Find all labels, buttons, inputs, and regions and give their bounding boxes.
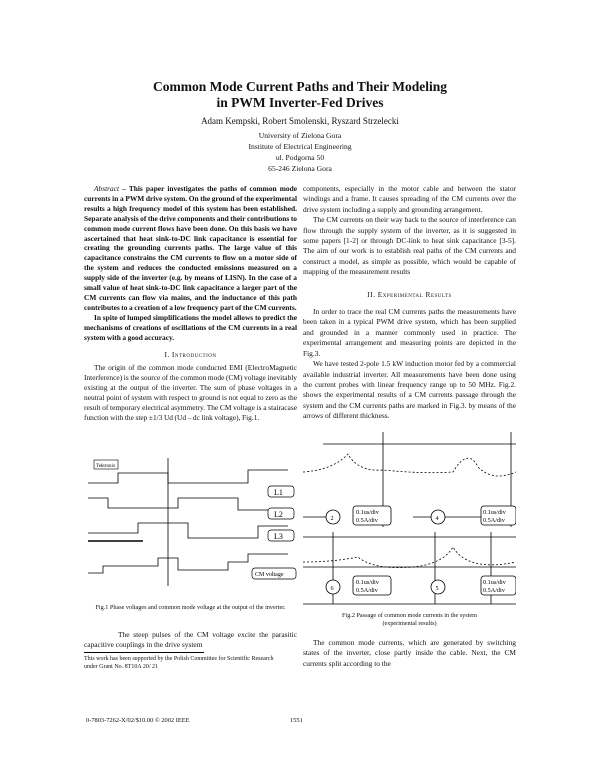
abstract-para-2: In spite of lumped simplifications the model allows to predict the mechanisms of creations of oscillations of the CM currents in a real system with a good accuracy. bbox=[84, 312, 297, 342]
label-l3: L3 bbox=[274, 532, 283, 541]
fig2-panel-labels bbox=[326, 506, 516, 595]
current-scale: 0.5A/div bbox=[483, 587, 505, 594]
right-tail bbox=[303, 638, 516, 669]
footnote-rule bbox=[84, 652, 204, 653]
panel-number: 2 bbox=[330, 515, 334, 522]
label-cm-voltage: CM voltage bbox=[255, 572, 284, 578]
title-line: Common Mode Current Paths and Their Modeling bbox=[152, 79, 447, 94]
paragraph: In order to trace the real CM currents paths the measurements have been taken in a typical PWM drive system, which has been supplied and grounded in a manner commonly used in practice. The experimental arrangement and measuring points are depicted in the Fig.3. bbox=[303, 307, 516, 358]
current-scale: 0.5A/div bbox=[356, 587, 378, 594]
left-tail bbox=[84, 630, 297, 651]
title-line: in PWM Inverter-Fed Drives bbox=[216, 95, 384, 110]
current-scale: 0.5A/div bbox=[483, 517, 505, 524]
isbn-footer: 0-7803-7262-X/02/$10.00 © 2002 IEEE bbox=[86, 717, 190, 724]
label-l2: L2 bbox=[274, 510, 283, 519]
caption-line: Fig.2 Passage of common mode currents in the system bbox=[342, 612, 477, 619]
current-scale: 0.5A/div bbox=[356, 517, 378, 524]
label-l1: L1 bbox=[274, 488, 283, 497]
abstract-text: – This paper investigates the paths of common mode currents in a PWM drive system. On the ground of the experimental results a high frequency model of this system has been established. Separate analysis of the drive components and their contributions to common mode current flows have been done. On this basis we have ascertained that heat sink-to-DC link capacitance is essential for creating the grounding currents paths. The large value of this capacitance constrains the CM currents to flow on a motor side of the system and reduces the conducted emissions measured on a supply side of the inverter (e.g. by means of LISN). In the case of a small value of heat sink-to-DC link capacitance a larger part of the CM currents can flow via mains, and the inductance of this path contributes to a creation of a low frequency part of the CM currents. bbox=[84, 184, 297, 312]
time-scale: 0.1us/div bbox=[356, 579, 379, 586]
left-tail-paragraph: The steep pulses of the CM voltage excite the parasitic capacitive couplings in the drive system bbox=[84, 630, 297, 650]
time-scale: 0.1us/div bbox=[483, 509, 506, 516]
paragraph: components, especially in the motor cable and between the stator windings and a frame. It causes spreading of the CM currents over the drive system including a supply and grounding arrangement. bbox=[303, 184, 516, 214]
affiliation-line: 65-246 Zielona Gora bbox=[268, 164, 332, 173]
abstract-label: Abstract bbox=[94, 184, 120, 193]
section-heading: I. Introduction bbox=[164, 349, 217, 359]
figure-2-caption bbox=[303, 612, 516, 628]
paragraph: The CM currents on their way back to the source of interference can flow through the supply system of the inverter, as it is suggested in some papers [1-2] or through DC-link to heat sink capacitance [3-5]. The aim of our work is to establish real paths of the CM currents and construct a model, as simple as possible, which would be capable of mapping of the measurement results bbox=[303, 215, 516, 277]
panel-number: 5 bbox=[435, 585, 439, 592]
right-column bbox=[303, 184, 516, 422]
intro-paragraph: The origin of the common mode conducted EMI (ElectroMagnetic Interference) is the source of the common mode (CM) voltage inevitably existing at the output of the inverter. The sum of phase voltages in a neutral point of system with respect to ground is not equal to zero as the result of temporary electrical asymmetry. The CM voltage is a stairacase function with the step ±1/3 Ud (Ud – dc link voltage), Fig.1. bbox=[84, 363, 297, 422]
affiliation-line: University of Zielona Gora bbox=[258, 131, 342, 140]
panel-number: 6 bbox=[330, 585, 334, 592]
footnote: This work has been supported by the Polish Committee for Scientific Research under Grant No. 8T10A 20/ 21 bbox=[84, 656, 274, 670]
section-heading: II. Experimental Results bbox=[367, 289, 452, 299]
affiliation bbox=[0, 130, 600, 174]
time-scale: 0.1us/div bbox=[356, 509, 379, 516]
fig1-trace-labels bbox=[252, 486, 296, 579]
paragraph: The common mode currents, which are generated by switching states of the inverter, close partly inside the cable. Next, the CM currents split according to the bbox=[303, 638, 516, 668]
paper-title bbox=[0, 79, 600, 111]
caption-line: (experimental results) bbox=[382, 620, 437, 627]
left-column bbox=[84, 184, 297, 423]
figure-1-caption: Fig.1 Phase voltages and common mode voltage at the output of the inverter. bbox=[95, 604, 286, 611]
fig1-box-label: Tektronix bbox=[96, 464, 116, 469]
figure-2 bbox=[303, 432, 516, 612]
figure-1 bbox=[88, 458, 298, 598]
affiliation-line: ul. Podgorna 50 bbox=[275, 153, 325, 162]
time-scale: 0.1us/div bbox=[483, 579, 506, 586]
page-number: 1551 bbox=[290, 717, 303, 724]
affiliation-line: Institute of Electrical Engineering bbox=[248, 142, 352, 151]
authors: Adam Kempski, Robert Smolenski, Ryszard Strzelecki bbox=[201, 116, 399, 126]
paragraph: We have tested 2-pole 1.5 kW induction motor fed by a commercial available industrial inverter. All measurements have been done using the current probes with linear frequency range up to 50 MHz. Fig.2. shows the experimental results of a CM currents passage through the system and the CM currents paths are marked in Fig.3. by means of the arrows of different thickness. bbox=[303, 359, 516, 421]
abstract bbox=[84, 184, 297, 313]
panel-number: 4 bbox=[435, 515, 439, 522]
